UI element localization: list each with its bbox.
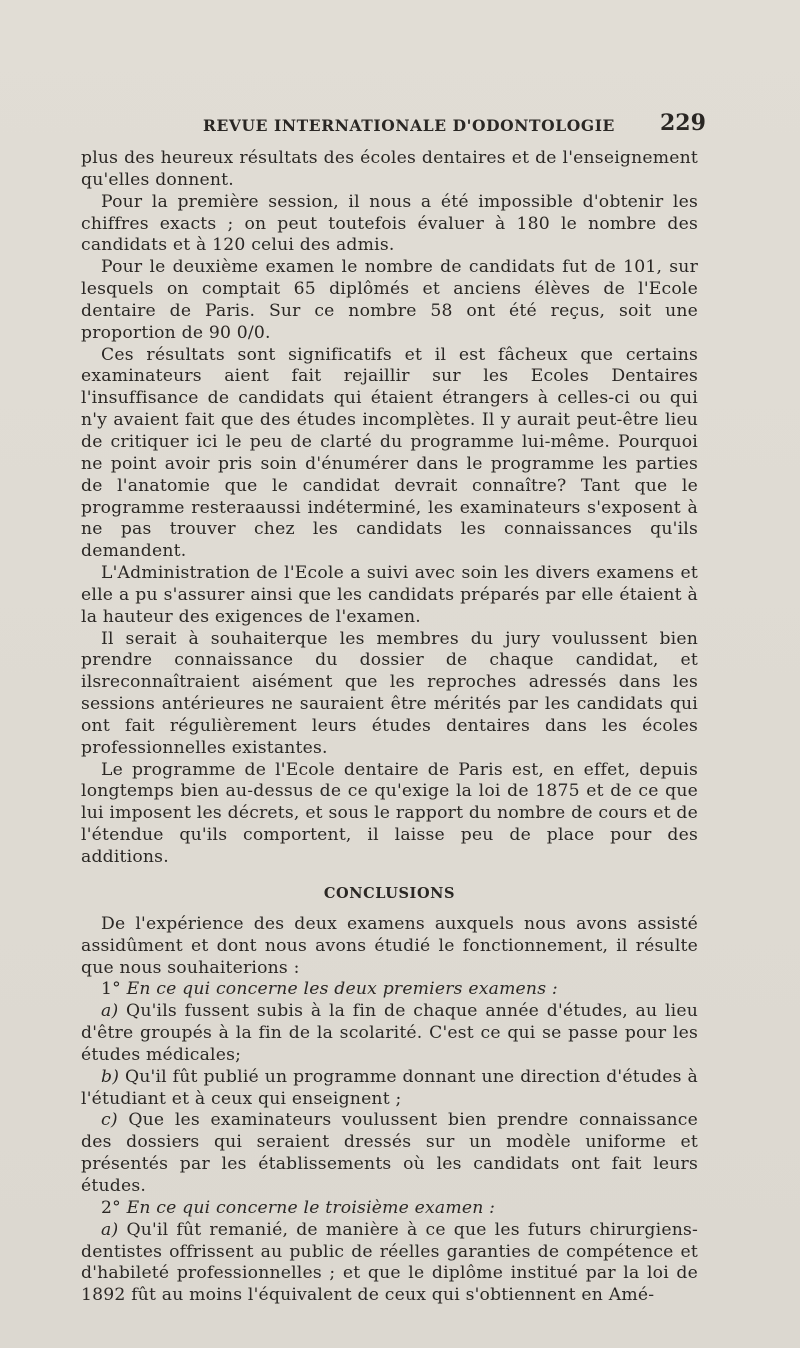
conclusions-intro: De l'expérience des deux examens auxquels nous avons assisté assidûment et dont nous avons étudié le fonctionnement, il résulte que nous souhaiterions : (81, 913, 698, 978)
paragraph: L'Administration de l'Ecole a suivi avec soin les divers examens et elle a pu s'assurer ainsi que les candidats préparés par elle étaient à la hauteur des exigences de l'examen. (81, 563, 698, 627)
paragraph: Il serait à souhaiterque les membres du jury voulussent bien prendre connaissance du dossier de chaque candidat, et ilsreconnaîtraient aisément que les reproches adressés dans les sessions antérieures ne sauraient être mérités par les candidats qui ont fait régulièrement leurs études dentaires dans les écoles professionnelles existantes. (81, 628, 698, 758)
item-letter: c) (101, 1110, 118, 1131)
paragraph: Pour le deuxième examen le nombre de candidats fut de 101, sur lesquels on comptait 65 diplômés et anciens élèves de l'Ecole dentaire de Paris. Sur ce nombre 58 ont été reçus, soit une proportion de 90 0/0. (81, 257, 698, 343)
running-title: REVUE INTERNATIONALE D'ODONTOLOGIE (203, 116, 615, 135)
item-text: Qu'il fût publié un programme donnant une direction d'études à l'étudiant et à ceux qui enseignent ; (81, 1066, 698, 1109)
list-item (81, 1001, 698, 1067)
page-body (81, 148, 698, 1307)
item-text: Que les examinateurs voulussent bien prendre connaissance des dossiers qui seraient dressés sur un modèle uniforme et présentés par les établissements où les candidats ont fait leurs études. (81, 1110, 698, 1196)
paragraph: Pour la première session, il nous a été impossible d'obtenir les chiffres exacts ; on peut toutefois évaluer à 180 le nombre des candidats et à 120 celui des admis. (81, 191, 698, 256)
list-item (81, 1220, 698, 1307)
conclusions-heading: CONCLUSIONS (323, 884, 456, 902)
list-item (81, 1110, 698, 1197)
list-title: En ce qui concerne le troisième examen : (126, 1197, 496, 1218)
item-text: Qu'ils fussent subis à la fin de chaque année d'études, au lieu d'être groupés à la fin de la scolarité. C'est ce qui se passe pour les études médicales; (81, 1001, 698, 1065)
list-number: 2° (101, 1197, 121, 1218)
item-text: Qu'il fût remanié, de manière à ce que les futurs chirurgiens-dentistes offrissent au public de réelles garanties de compétence et d'habileté professionnelles ; et que le diplôme institué par la loi de 1892 fût au moins l'équivalent de ceux qui s'obtiennent en Amé- (81, 1219, 698, 1306)
page-header (0, 112, 800, 142)
page-number: 229 (660, 110, 706, 136)
item-letter: a) (101, 1001, 119, 1022)
item-letter: a) (101, 1219, 119, 1240)
list-number: 1° (101, 979, 121, 1000)
list-item (81, 1067, 698, 1111)
list-heading (81, 979, 698, 1001)
paragraph: Le programme de l'Ecole dentaire de Paris est, en effet, depuis longtemps bien au-dessus de ce qu'exige la loi de 1875 et de ce que lui imposent les décrets, et sous le rapport du nombre de cours et de l'étendue qu'ils comportent, il laisse peu de place pour des additions. (81, 759, 698, 867)
paragraph: Ces résultats sont significatifs et il est fâcheux que certains examinateurs aient fait rejaillir sur les Ecoles Dentaires l'insuffisance de candidats qui étaient étrangers à celles-ci ou qui n'y avaient fait que des études incomplètes. Il y aurait peut-être lieu de critiquer ici le peu de clarté du programme lui-même. Pourquoi ne point avoir pris soin d'énumérer dans le programme les parties de l'anatomie que le candidat devrait connaître? Tant que le programme resteraaussi indéterminé, les examinateurs s'exposent à ne pas trouver chez les candidats les connaissances qu'ils demandent. (81, 344, 698, 562)
item-letter: b) (101, 1066, 120, 1087)
list-heading (81, 1198, 698, 1220)
list-title: En ce qui concerne les deux premiers examens : (126, 979, 558, 1000)
paragraph: plus des heureux résultats des écoles dentaires et de l'enseignement qu'elles donnent. (81, 148, 698, 190)
